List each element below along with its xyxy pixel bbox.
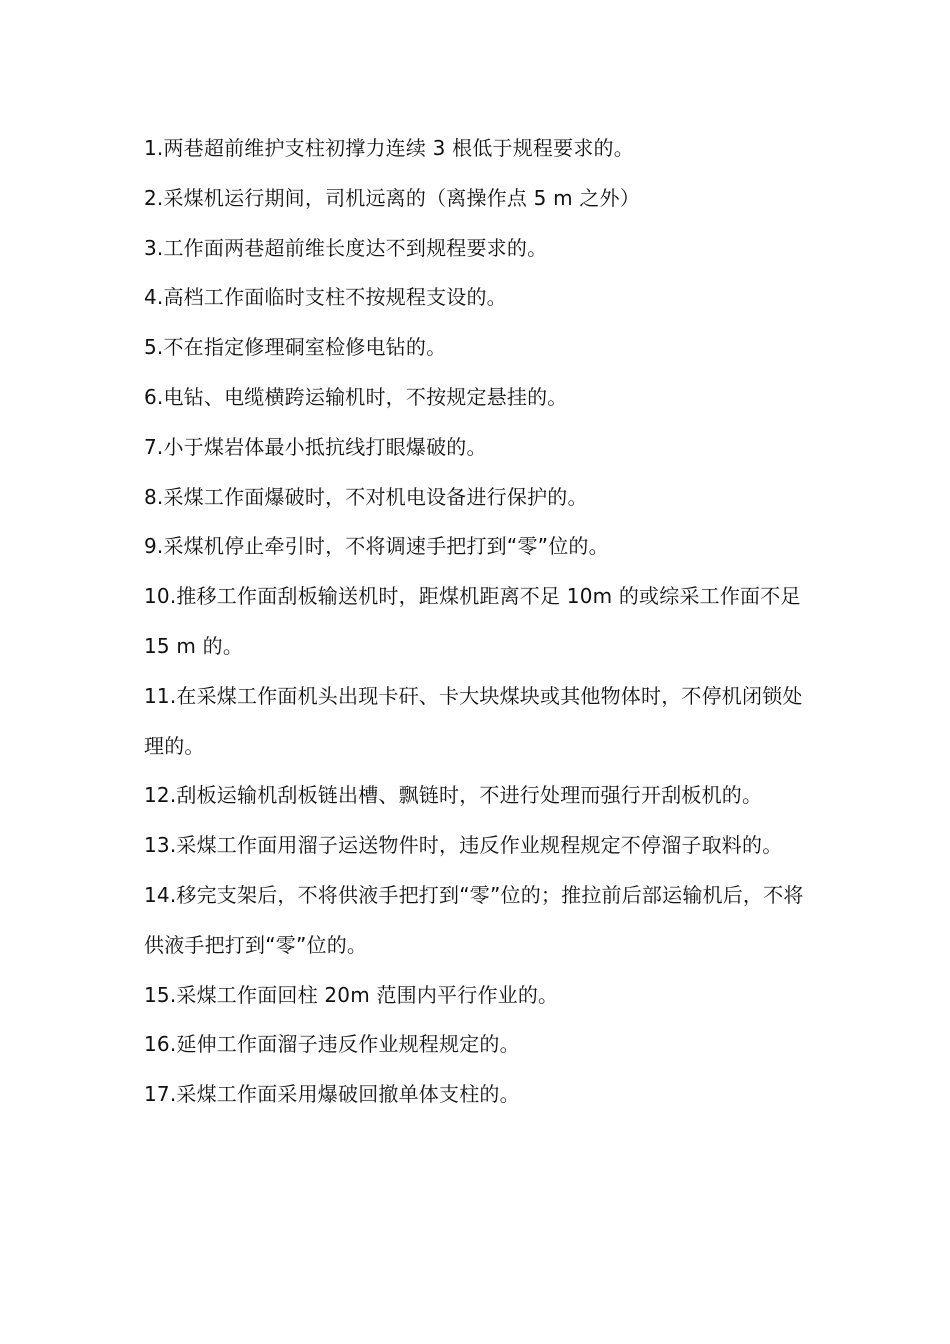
list-item: 17.采煤工作面采用爆破回撤单体支柱的。	[144, 1082, 520, 1107]
list-item: 2.采煤机运行期间，司机远离的（离操作点 5 m 之外）	[144, 185, 640, 210]
list-item: 3.工作面两巷超前维长度达不到规程要求的。	[144, 235, 548, 260]
list-item: 14.移完支架后，不将供液手把打到“零”位的；推拉前后部运输机后，不将供液手把打到“零”位的。	[144, 882, 804, 957]
list-item: 4.高档工作面临时支柱不按规程支设的。	[144, 285, 507, 310]
list-item: 16.延伸工作面溜子违反作业规程规定的。	[144, 1032, 520, 1057]
list-item: 8.采煤工作面爆破时，不对机电设备进行保护的。	[144, 484, 588, 509]
list-item: 6.电钻、电缆横跨运输机时，不按规定悬挂的。	[144, 384, 568, 409]
list-item: 9.采煤机停止牵引时，不将调速手把打到“零”位的。	[144, 534, 609, 559]
list-item: 10.推移工作面刮板输送机时，距煤机距离不足 10m 的或综采工作面不足 15 m 的。	[144, 584, 801, 658]
list-item: 11.在采煤工作面机头出现卡矸、卡大块煤块或其他物体时，不停机闭锁处理的。	[144, 683, 803, 758]
list-item: 15.采煤工作面回柱 20m 范围内平行作业的。	[144, 982, 559, 1007]
list-item: 7.小于煤岩体最小抵抗线打眼爆破的。	[144, 434, 487, 459]
list-item: 12.刮板运输机刮板链出槽、飘链时，不进行处理而强行开刮板机的。	[144, 783, 763, 808]
violation-list	[144, 124, 808, 1120]
list-item: 5.不在指定修理硐室检修电钻的。	[144, 335, 447, 360]
list-item: 13.采煤工作面用溜子运送物件时，违反作业规程规定不停溜子取料的。	[144, 833, 783, 858]
list-item: 1.两巷超前维护支柱初撑力连续 3 根低于规程要求的。	[144, 136, 634, 160]
